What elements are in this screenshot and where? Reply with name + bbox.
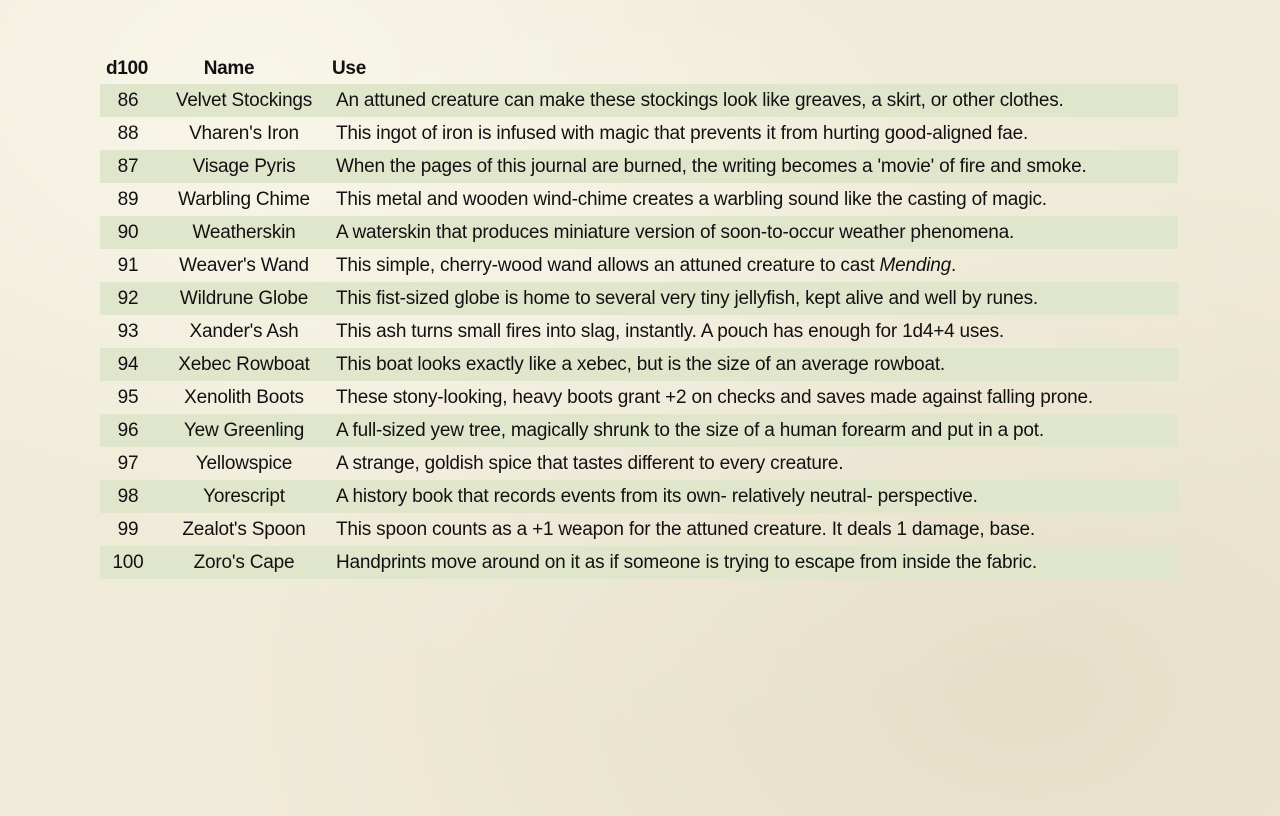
name-cell: Xander's Ash: [189, 320, 299, 342]
roll-cell: 87: [100, 150, 156, 183]
header-use: Use: [332, 57, 366, 79]
table-row: [100, 84, 1178, 117]
header-roll: d100: [105, 57, 149, 79]
name-cell: Vharen's Iron: [189, 122, 299, 144]
roll-cell: 95: [117, 386, 139, 408]
roll-cell: 89: [117, 188, 139, 210]
table-row: [100, 513, 1178, 546]
name-cell: Xebec Rowboat: [156, 348, 332, 381]
roll-cell: 90: [100, 216, 156, 249]
use-text-end: .: [951, 254, 957, 276]
table-row: [100, 480, 1178, 513]
name-cell: Weatherskin: [156, 216, 332, 249]
name-cell: Weaver's Wand: [179, 254, 309, 276]
table-row: [100, 414, 1178, 447]
use-cell: This ingot of iron is infused with magic that prevents it from hurting good-aligned fae.: [336, 122, 1029, 144]
name-cell: Yew Greenling: [156, 414, 332, 447]
name-cell: Warbling Chime: [178, 188, 310, 210]
use-cell: These stony-looking, heavy boots grant +2 on checks and saves made against falling prone.: [336, 386, 1093, 408]
name-cell: Zoro's Cape: [156, 546, 332, 579]
spell-name: Mending: [879, 254, 952, 276]
name-cell: Yorescript: [156, 480, 332, 513]
roll-cell: 92: [100, 282, 156, 315]
table-row: [100, 183, 1178, 216]
table-row: [100, 447, 1178, 480]
name-cell: Xenolith Boots: [184, 386, 304, 408]
use-cell: Handprints move around on it as if someone is trying to escape from inside the fabric.: [332, 546, 1178, 579]
table-row: [100, 348, 1178, 381]
use-cell: This ash turns small fires into slag, instantly. A pouch has enough for 1d4+4 uses.: [336, 320, 1004, 342]
item-table: [100, 53, 1178, 579]
roll-cell: 93: [117, 320, 139, 342]
roll-cell: 97: [117, 452, 139, 474]
table-row: [100, 315, 1178, 348]
name-cell: Yellowspice: [195, 452, 293, 474]
use-cell: This spoon counts as a +1 weapon for the attuned creature. It deals 1 damage, base.: [336, 518, 1035, 540]
table-header: [100, 53, 1178, 84]
use-text: This simple, cherry-wood wand allows an attuned creature to cast: [336, 254, 880, 276]
item-table-container: [100, 53, 1178, 579]
use-cell: A strange, goldish spice that tastes different to every creature.: [336, 452, 844, 474]
table-header-row: [100, 53, 1178, 84]
use-cell: This boat looks exactly like a xebec, but is the size of an average rowboat.: [332, 348, 1178, 381]
roll-cell: 94: [100, 348, 156, 381]
use-cell: A waterskin that produces miniature version of soon-to-occur weather phenomena.: [332, 216, 1178, 249]
table-row: [100, 282, 1178, 315]
use-cell: When the pages of this journal are burned, the writing becomes a 'movie' of fire and smoke.: [332, 150, 1178, 183]
name-cell: Wildrune Globe: [156, 282, 332, 315]
use-cell: An attuned creature can make these stockings look like greaves, a skirt, or other clothes.: [332, 84, 1178, 117]
roll-cell: 98: [100, 480, 156, 513]
table-row: [100, 546, 1178, 579]
use-cell: [332, 249, 1178, 282]
roll-cell: 88: [117, 122, 139, 144]
table-row: [100, 381, 1178, 414]
name-cell: Zealot's Spoon: [182, 518, 306, 540]
table-body: [100, 84, 1178, 579]
table-row: [100, 216, 1178, 249]
use-cell: This metal and wooden wind-chime creates a warbling sound like the casting of magic.: [336, 188, 1047, 210]
roll-cell: 99: [117, 518, 139, 540]
roll-cell: 96: [100, 414, 156, 447]
use-cell: A full-sized yew tree, magically shrunk to the size of a human forearm and put in a pot.: [332, 414, 1178, 447]
table-row: [100, 150, 1178, 183]
roll-cell: 91: [117, 254, 139, 276]
roll-cell: 100: [100, 546, 156, 579]
table-row: [100, 249, 1178, 282]
use-cell: This fist-sized globe is home to several very tiny jellyfish, kept alive and well by runes.: [332, 282, 1178, 315]
name-cell: Velvet Stockings: [156, 84, 332, 117]
header-name: Name: [203, 57, 255, 79]
use-cell: A history book that records events from its own- relatively neutral- perspective.: [332, 480, 1178, 513]
name-cell: Visage Pyris: [156, 150, 332, 183]
table-row: [100, 117, 1178, 150]
roll-cell: 86: [100, 84, 156, 117]
